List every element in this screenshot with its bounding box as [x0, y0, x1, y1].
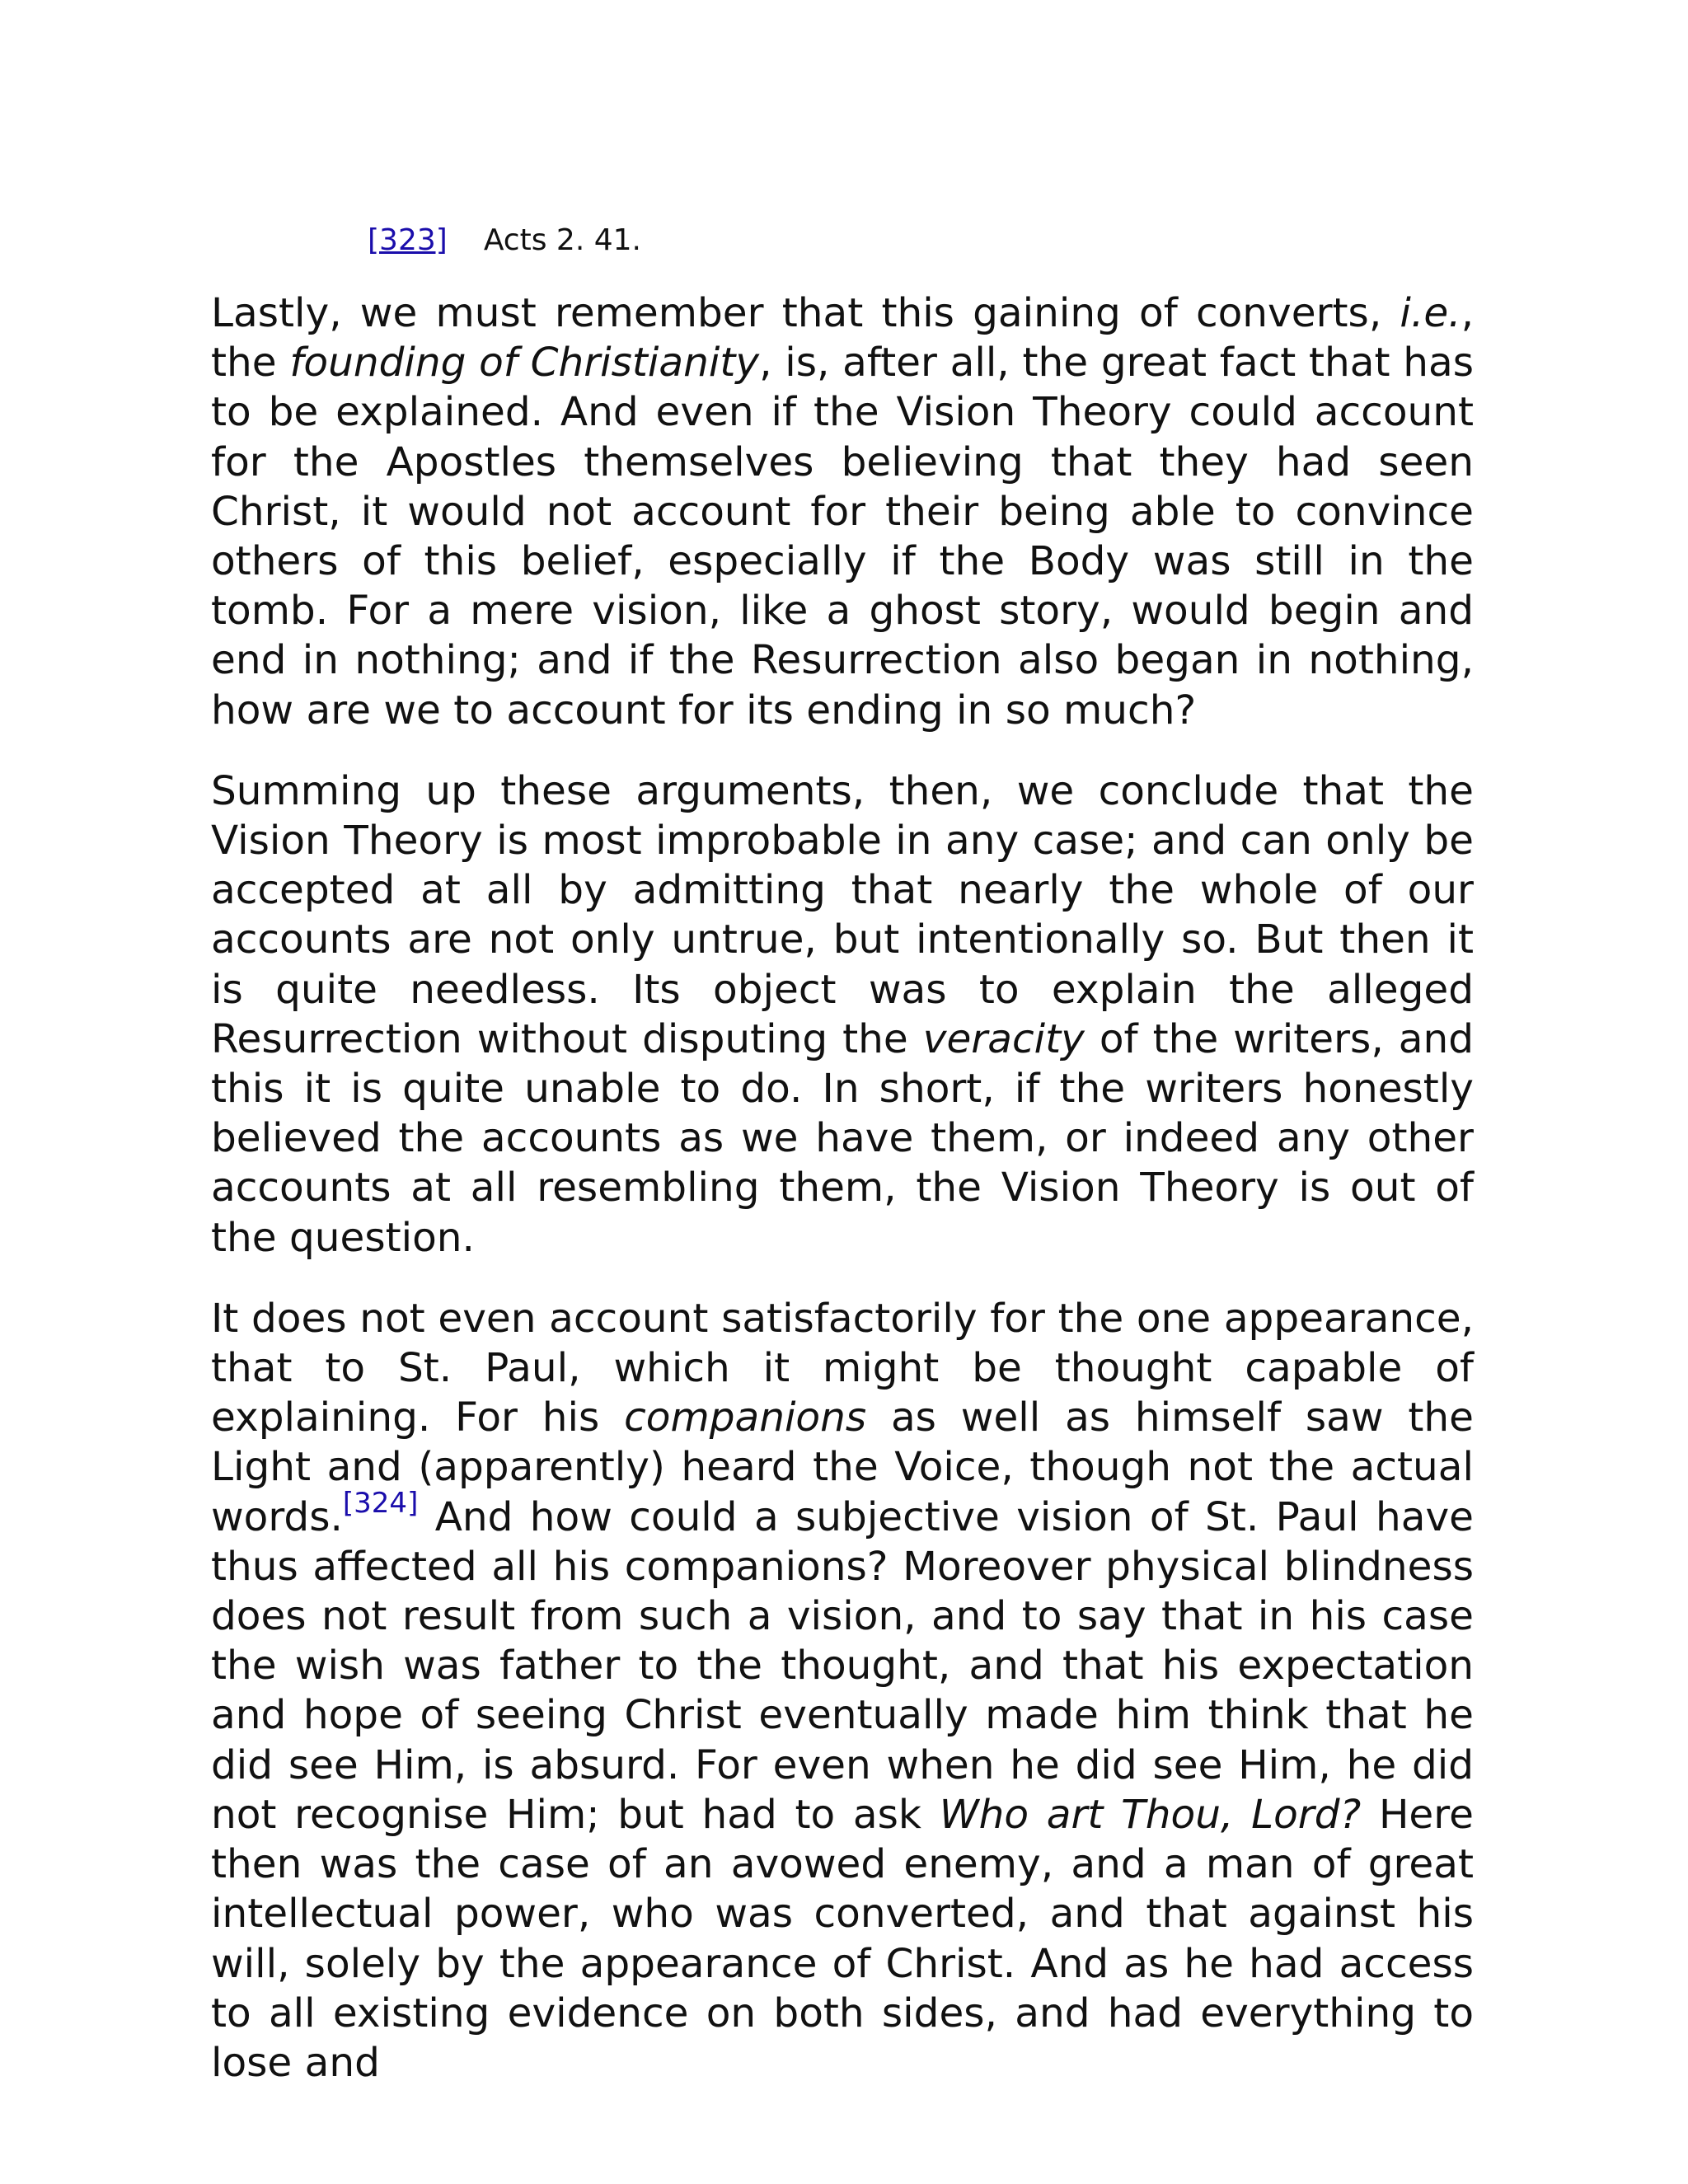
emphasis-text: companions — [624, 1394, 867, 1441]
footnote-link[interactable]: [323] — [368, 223, 448, 257]
paragraph-1 — [211, 288, 1474, 735]
paragraph-text: , is, after all, the great fact that has to be explained. And even if the Vision Theory could account for the Apostles themselves believing that they had seen Christ, it would not account for their being able to convince others of this belief, especially if the Body was still in the tomb. For a mere vision, like a ghost story, would begin and end in nothing; and if the Resurrection also began in nothing, how are we to account for its ending in so much? — [211, 340, 1475, 733]
emphasis-text: i.e. — [1400, 290, 1461, 336]
paragraph-text: as well as himself saw the Light and (apparently) heard the Voice, though not the actual words. — [211, 1394, 1474, 1540]
paragraph-text: of the writers, and this it is quite unable to do. In short, if the writers honestly believed the accounts as we have them, or indeed any other accounts at all resembling them, the Vision Theory is out of the question. — [211, 1015, 1474, 1261]
paragraph-text: And how could a subjective vision of St. Paul have thus affected all his companions? Moreover physical blindness does not result from such a vision, and to say that in his case the wish was father to the thought, and that his expectation and hope of seeing Christ eventually made him think that he did see Him, is absurd. For even when he did see Him, he did not recognise Him; but had to ask — [211, 1493, 1474, 1838]
paragraph-text: Here then was the case of an avowed enemy, and a man of great intellectual power, who was converted, and that against his will, solely by the appearance of Christ. And as he had access to all existing evidence on both sides, and had everything to lose and — [211, 1791, 1474, 2086]
emphasis-text: Who art Thou, Lord? — [939, 1791, 1362, 1838]
paragraph-3 — [211, 1294, 1474, 2088]
paragraph-2 — [211, 766, 1474, 1263]
footnote-ref[interactable]: [324] — [342, 1486, 419, 1520]
paragraph-text: Lastly, we must remember that this gaining of converts, — [211, 290, 1400, 336]
paragraph-text: Summing up these arguments, then, we conclude that the Vision Theory is most improbable in any case; and can only be accepted at all by admitting that nearly the whole of our accounts are not only untrue, but intentionally so. But then it is quite needless. Its object was to explain the alleged Resurrection without disputing the — [211, 767, 1474, 1062]
emphasis-text: veracity — [922, 1015, 1085, 1062]
emphasis-text: founding of Christianity — [289, 340, 760, 387]
footnote-323 — [368, 216, 641, 265]
paragraph-text: , the — [211, 290, 1474, 387]
paragraph-text: It does not even account satisfactorily for the one appearance, that to St. Paul, which it might be thought capable of explaining. For his — [211, 1295, 1474, 1441]
footnote-text: Acts 2. 41. — [483, 223, 641, 257]
main-text — [211, 288, 1474, 2119]
